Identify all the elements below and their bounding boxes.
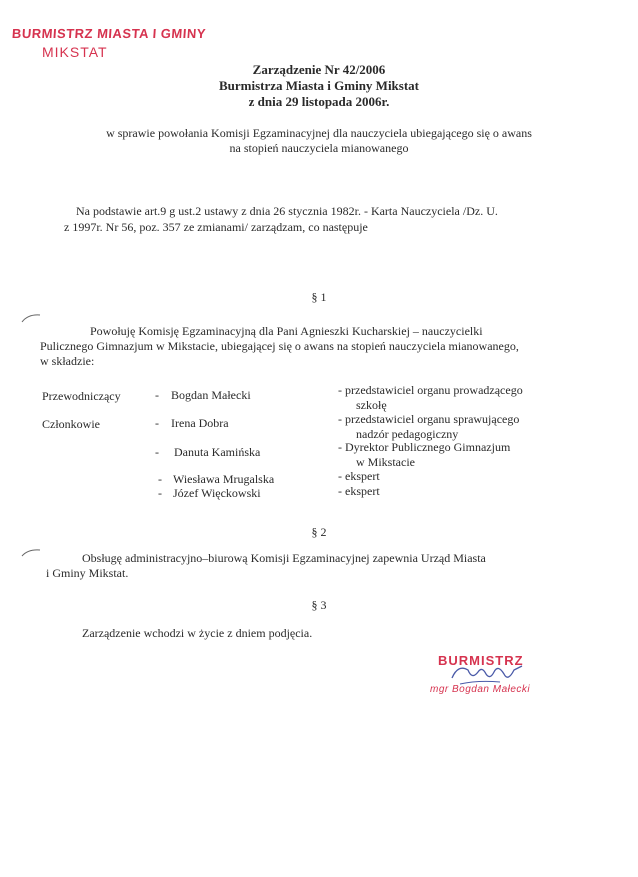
subject-line-2: na stopień nauczyciela mianowanego	[229, 141, 409, 155]
document-title: Zarządzenie Nr 42/2006	[252, 62, 386, 77]
member-dash: -	[158, 486, 162, 500]
member-name: Irena Dobra	[171, 416, 229, 430]
member-description: - Dyrektor Publicznego Gimnazjum	[338, 440, 511, 454]
member-dash: -	[155, 416, 159, 430]
member-description-cont: szkołę	[356, 398, 387, 412]
member-description-cont: nadzór pedagogiczny	[356, 427, 459, 441]
stamp-line-1: BURMISTRZ MIASTA I GMINY	[11, 26, 207, 41]
member-description: - przedstawiciel organu sprawującego	[338, 412, 520, 426]
member-description-cont: w Mikstacie	[356, 455, 415, 469]
document-issuer: Burmistrza Miasta i Gminy Mikstat	[218, 78, 420, 93]
margin-mark	[20, 548, 42, 558]
member-name: Wiesława Mrugalska	[173, 472, 275, 486]
preamble-line-1: Na podstawie art.9 g ust.2 ustawy z dnia 26 stycznia 1982r. - Karta Nauczyciela /Dz. U.	[76, 204, 498, 218]
chair-role-label: Przewodniczący	[42, 389, 121, 403]
preamble-line-2: z 1997r. Nr 56, poz. 357 ze zmianami/ zarządzam, co następuje	[64, 220, 368, 234]
member-description: - ekspert	[338, 469, 380, 483]
section-3-heading: § 3	[311, 598, 327, 612]
stamp-line-2: MIKSTAT	[42, 44, 108, 60]
signature-name: mgr Bogdan Małecki	[430, 684, 531, 695]
member-name: Józef Więckowski	[173, 486, 261, 500]
section-1-heading: § 1	[311, 290, 327, 304]
member-dash: -	[158, 472, 162, 486]
section-2-line-1: Obsługę administracyjno–biurową Komisji Egzaminacyjnej zapewnia Urząd Miasta	[82, 551, 486, 565]
member-dash: -	[155, 388, 159, 402]
margin-mark	[20, 312, 42, 324]
subject-line-1: w sprawie powołania Komisji Egzaminacyjnej dla nauczyciela ubiegającego się o awans	[106, 126, 532, 140]
member-name: Danuta Kamińska	[174, 445, 261, 459]
document-date: z dnia 29 listopada 2006r.	[248, 94, 390, 109]
signature-title: BURMISTRZ	[438, 653, 524, 668]
section-2-line-2: i Gminy Mikstat.	[46, 566, 129, 580]
member-description: - przedstawiciel organu prowadzącego	[338, 383, 523, 397]
section-1-line-2: Pulicznego Gimnazjum w Mikstacie, ubiegającej się o awans na stopień nauczyciela mianowanego,	[40, 339, 519, 353]
member-description: - ekspert	[338, 484, 380, 498]
section-2-heading: § 2	[311, 525, 327, 539]
members-role-label: Członkowie	[42, 417, 100, 431]
section-1-line-3: w składzie:	[40, 354, 95, 368]
member-name: Bogdan Małecki	[171, 388, 251, 402]
section-1-line-1: Powołuję Komisję Egzaminacyjną dla Pani Agnieszki Kucharskiej – nauczycielki	[90, 324, 483, 338]
member-dash: -	[155, 445, 159, 459]
section-3-line-1: Zarządzenie wchodzi w życie z dniem podjęcia.	[82, 626, 313, 640]
